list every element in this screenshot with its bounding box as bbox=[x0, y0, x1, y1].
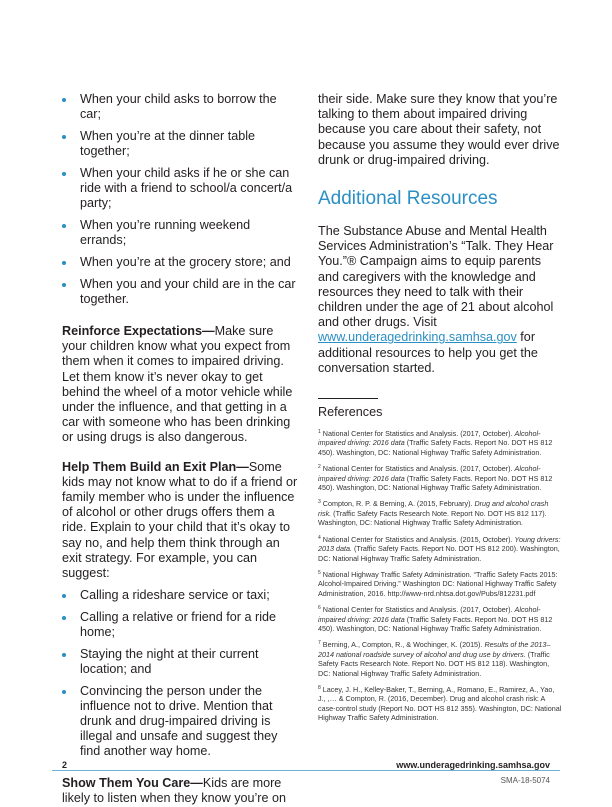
reference-number: 5 bbox=[318, 569, 321, 576]
reference-item bbox=[318, 535, 562, 563]
reference-text-end: (Traffic Safety Facts. Report No. DOT HS 812 450). Washington, DC: National Highway Traffic Safety Administration. bbox=[318, 438, 553, 457]
reference-item bbox=[318, 464, 562, 492]
bullet-dot-icon bbox=[62, 172, 66, 176]
reference-text-end: (Traffic Safety Facts. Report No. DOT HS 812 450). Washington, DC: National Highway Traffic Safety Administration. bbox=[318, 473, 553, 493]
reference-number: 6 bbox=[318, 605, 321, 612]
bullet-item bbox=[62, 277, 298, 307]
bullet-item bbox=[62, 255, 298, 270]
reference-title: Young drivers: 2013 data. bbox=[318, 534, 561, 554]
bullet-dot-icon bbox=[62, 653, 66, 657]
reference-title: Results of the 2013–2014 national roadside survey of alcohol and drug use by drivers. bbox=[318, 640, 551, 659]
bullet-dot-icon bbox=[62, 224, 66, 228]
bullet-dot-icon bbox=[62, 283, 66, 287]
bullet-dot-icon bbox=[62, 616, 66, 620]
bullet-dot-icon bbox=[62, 98, 66, 102]
bullet-text: When you’re at the grocery store; and bbox=[80, 255, 291, 269]
bullet-item bbox=[62, 129, 298, 159]
reference-item bbox=[318, 499, 562, 527]
reference-number: 2 bbox=[318, 464, 321, 471]
reference-number: 4 bbox=[318, 534, 321, 541]
footer-divider bbox=[52, 770, 560, 771]
publication-code: SMA-18-5074 bbox=[500, 776, 550, 785]
reference-text-end: (Traffic Safety Facts Research Note. Report No. DOT HS 812 117). Washington, DC: National Highway Traffic Safety Administration. bbox=[318, 508, 547, 528]
bullet-item bbox=[62, 684, 298, 759]
bullet-item bbox=[62, 166, 298, 211]
references-list bbox=[318, 429, 562, 723]
references-divider bbox=[318, 398, 378, 399]
page-number: 2 bbox=[62, 760, 68, 770]
left-column bbox=[62, 92, 298, 807]
bullet-item bbox=[62, 92, 298, 122]
reference-title: Alcohol-impaired driving: 2016 data bbox=[318, 429, 541, 448]
show-you-care-heading: Show Them You Care— bbox=[62, 776, 203, 791]
underage-drinking-link[interactable]: www.underagedrinking.samhsa.gov bbox=[318, 330, 517, 345]
bullet-dot-icon bbox=[62, 135, 66, 139]
reference-text-end: (Traffic Safety Facts Research Note. Report No. DOT HS 812 118). Washington, DC: National Highway Traffic Safety Administration. bbox=[318, 649, 550, 678]
reference-text-end: (Traffic Safety Facts. Report No. DOT HS 812 200). Washington, DC: National Highway Traffic Safety Administration. bbox=[318, 544, 560, 563]
reinforce-expectations-paragraph bbox=[62, 324, 298, 446]
reference-title: Drug and alcohol crash risk. bbox=[318, 499, 549, 518]
reference-text: National Center for Statistics and Analysis. (2015, October). bbox=[322, 534, 515, 544]
bullet-text: When your child asks if he or she can ride with a friend to school/a concert/a party; bbox=[80, 166, 293, 210]
bullet-item bbox=[62, 588, 298, 603]
reference-text-end: (Traffic Safety Facts. Report No. DOT HS 812 450). Washington, DC: National Highway Traffic Safety Administration. bbox=[318, 614, 553, 633]
bullet-dot-icon bbox=[62, 261, 66, 265]
bullet-item bbox=[62, 610, 298, 640]
bullet-dot-icon bbox=[62, 594, 66, 598]
reference-number: 7 bbox=[318, 640, 321, 647]
reinforce-expectations-heading: Reinforce Expectations— bbox=[62, 324, 215, 338]
reference-text: Compton, R. P. & Berning, A. (2015, February). bbox=[322, 499, 475, 509]
reference-text: National Center for Statistics and Analysis. (2017, October). bbox=[322, 429, 515, 439]
conversation-moments-list bbox=[62, 92, 298, 307]
reference-text: National Center for Statistics and Analysis. (2017, October). bbox=[322, 605, 515, 615]
reference-number: 1 bbox=[318, 429, 321, 436]
reference-text: National Center for Statistics and Analysis. (2017, October). bbox=[322, 464, 515, 474]
bullet-text: Staying the night at their current location; and bbox=[80, 647, 259, 677]
bullet-text: When you and your child are in the car together. bbox=[80, 277, 296, 306]
show-you-care-paragraph bbox=[62, 776, 298, 806]
exit-plan-text: Some kids may not know what to do if a friend or family member who is under the influence of alcohol or other drugs offers them a ride. Explain to your child that it’s okay to say no, and help them think through an exit strategy. For example, you can suggest: bbox=[62, 459, 298, 581]
reference-item bbox=[318, 570, 562, 598]
bullet-item bbox=[62, 218, 298, 248]
bullet-text: When you’re running weekend errands; bbox=[80, 218, 251, 247]
reference-item bbox=[318, 640, 562, 678]
footer-website[interactable]: www.underagedrinking.samhsa.gov bbox=[396, 760, 550, 770]
additional-resources-heading: Additional Resources bbox=[318, 188, 498, 210]
reinforce-expectations-text: Make sure your children know what you expect from them when it comes to impaired driving. Let them know it’s never okay to get behind the wheel of a motor vehicle while under the influence, and that getting in a car with someone who has been drinking or using drugs is also dangerous. bbox=[62, 324, 293, 445]
reference-text: Lacey, J. H., Kelley-Baker, T., Berning, A., Romano, E., Ramirez, A., Yao, J., ,… & Compton, R. (2016, December). Drug and alcohol crash risk: A case-control study (Report No. DOT HS 812 355). Washington, DC: National Highway Traffic Safety Administration. bbox=[318, 684, 562, 723]
bullet-text: Convincing the person under the influence not to drive. Mention that drunk and drug-impaired driving is illegal and unsafe and suggest they find another way home. bbox=[80, 684, 278, 759]
resources-paragraph bbox=[318, 224, 562, 376]
reference-item bbox=[318, 429, 562, 457]
bullet-dot-icon bbox=[62, 690, 66, 694]
reference-title: Alcohol-impaired driving: 2016 data bbox=[318, 605, 541, 624]
bullet-text: Calling a relative or friend for a ride home; bbox=[80, 610, 276, 640]
reference-title: Alcohol-impaired driving: 2016 data bbox=[318, 464, 541, 483]
reference-text: Berning, A., Compton, R., & Wochinger, K. (2015). bbox=[322, 640, 485, 650]
exit-strategy-list bbox=[62, 588, 298, 759]
reference-text: National Highway Traffic Safety Administration. “Traffic Safety Facts 2015: Alcohol-Impaired Driving.” Washington DC: National Highway Traffic Safety Administration, 2016. http://www-nrd.nhtsa.dot.gov/Pubs/812231.pdf bbox=[318, 569, 558, 598]
resources-text-start: The Substance Abuse and Mental Health Services Administration’s “Talk. They Hear You.”® Campaign aims to equip parents and caregivers with the knowledge and resources they need to talk with their children under the age of 21 about alcohol and other drugs. Visit bbox=[318, 224, 554, 330]
show-you-care-text: Kids are more likely to listen when they know you’re on bbox=[62, 776, 287, 806]
reference-item bbox=[318, 605, 562, 633]
references-heading: References bbox=[318, 405, 383, 420]
bullet-item bbox=[62, 647, 298, 677]
reference-item bbox=[318, 685, 562, 723]
exit-plan-paragraph bbox=[62, 460, 298, 582]
resources-text-end: for additional resources to help you get the conversation started. bbox=[318, 330, 538, 375]
exit-plan-heading: Help Them Build an Exit Plan— bbox=[62, 459, 249, 474]
reference-number: 3 bbox=[318, 499, 321, 506]
bullet-text: Calling a rideshare service or taxi; bbox=[80, 588, 270, 603]
continued-paragraph: their side. Make sure they know that you’re talking to them about impaired driving because you care about their safety, not because you assume they would ever drive drunk or drug-impaired driving. bbox=[318, 92, 560, 167]
right-column bbox=[318, 92, 562, 730]
bullet-text: When you’re at the dinner table together; bbox=[80, 129, 256, 158]
bullet-text: When your child asks to borrow the car; bbox=[80, 92, 277, 121]
reference-number: 8 bbox=[318, 684, 321, 691]
